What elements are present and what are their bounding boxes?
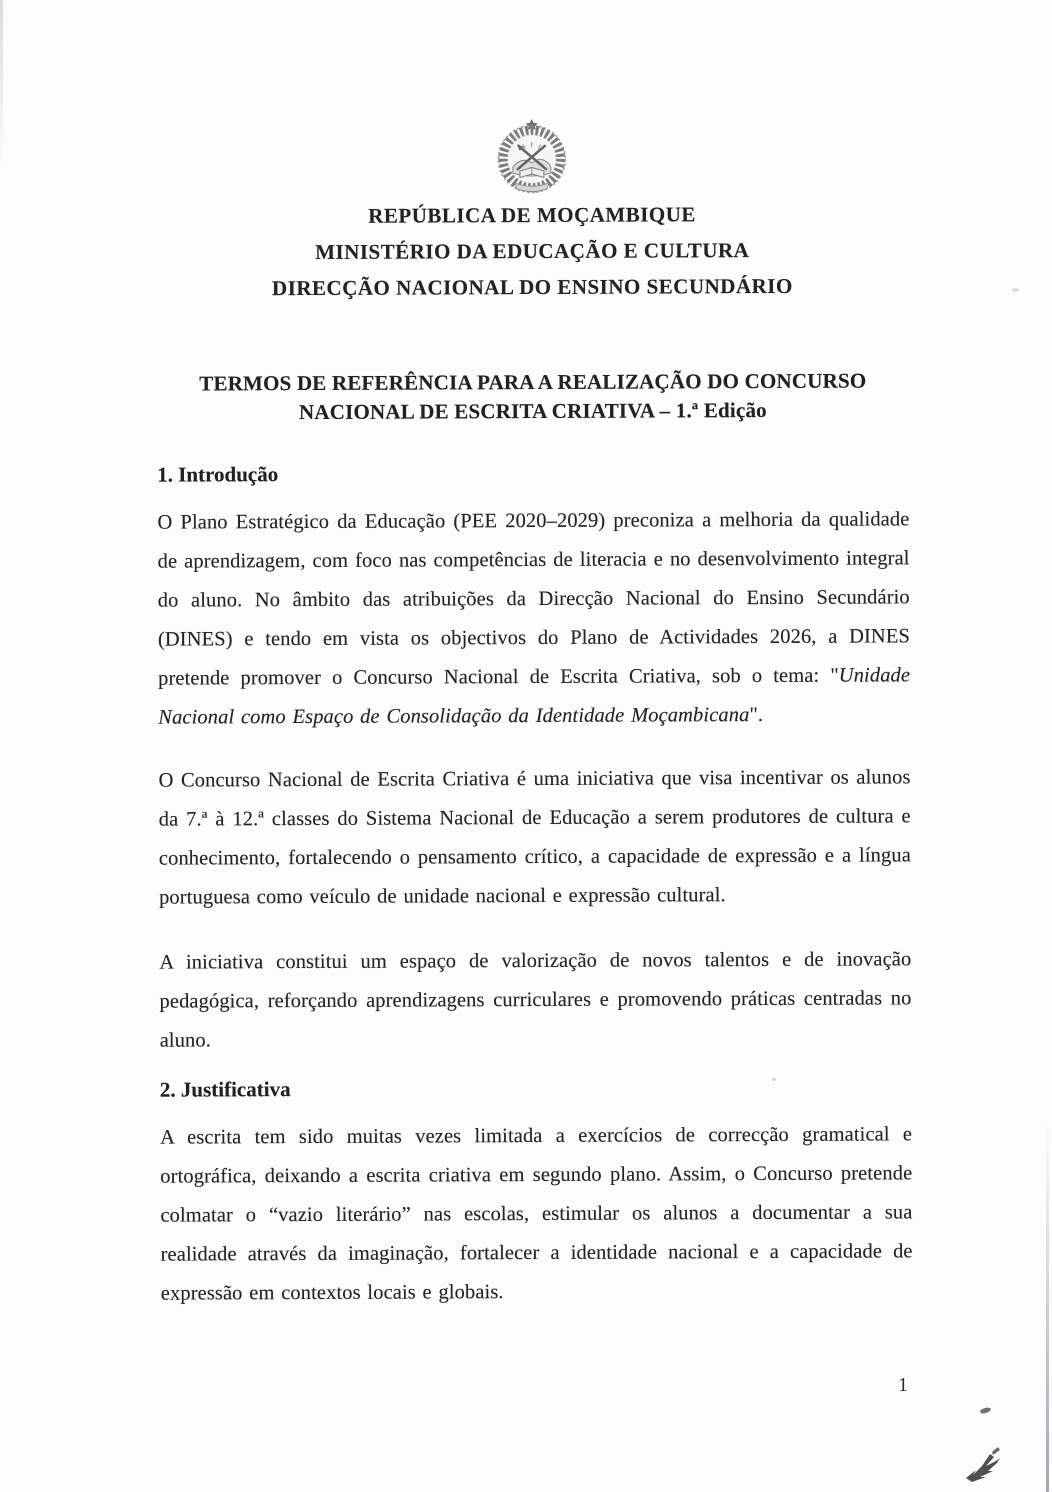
letterhead [156, 195, 908, 306]
document-title [157, 366, 909, 427]
justificativa-paragraph-1: A escrita tem sido muitas vezes limitada a exercícios de correcção gramatical e ortográfica, deixando a escrita criativa em segundo plano. Assim, o Concurso pretende colmatar o “vazio literário” nas escolas, estimular os alunos a documentar a sua realidade através da imaginação, fortalecer a identidade nacional e a capacidade de expressão em contextos locais e globais. [160, 1123, 913, 1305]
contest-theme-italic: Unidade Nacional como Espaço de Consolidação da Identidade Moçambicana [158, 664, 911, 729]
document-title-line1: TERMOS DE REFERÊNCIA PARA A REALIZAÇÃO DO CONCURSO [199, 368, 867, 396]
page-number: 1 [898, 1374, 908, 1396]
ink-mark-icon [962, 1444, 1018, 1486]
scan-edge-shadow-right [1046, 1120, 1049, 1492]
letterhead-republic: REPÚBLICA DE MOÇAMBIQUE [368, 202, 696, 228]
intro-paragraph-1 [157, 500, 910, 737]
intro-paragraph-2: O Concurso Nacional de Escrita Criativa é uma iniciativa que visa incentivar os alunos da 7.ª à 12.ª classes do Sistema Nacional de Educação a serem produtores de cultura e conhecimento, fortalecendo o pensamento crítico, a capacidade de expressão e a língua portuguesa como veículo de unidade nacional e expressão cultural. [158, 766, 911, 909]
scan-speck [979, 1406, 991, 1414]
scan-speck [772, 1078, 776, 1081]
letterhead-ministry: MINISTÉRIO DA EDUCAÇÃO E CULTURA [315, 238, 750, 264]
document-content [155, 0, 913, 1314]
section-heading-justificativa: 2. Justificativa [159, 1077, 291, 1102]
scan-edge-shadow-topleft [0, 0, 3, 170]
intro-paragraph-1-closing: ". [749, 704, 764, 727]
intro-paragraph-1-text: O Plano Estratégico da Educação (PEE 2020–2029) preconiza a melhoria da qualidade de aprendizagem, com foco nas competências de literacia e no desenvolvimento integral do aluno. No âmbito das atribuições da Direcção Nacional do Ensino Secundário (DINES) e tendo em vista os objectivos do Plano de Actividades 2026, a DINES pretende promover o Concurso Nacional de Escrita Criativa, sob o tema: " [157, 508, 910, 690]
section-heading-introducao: 1. Introdução [157, 462, 279, 487]
mozambique-coat-of-arms-icon [492, 118, 572, 194]
document-title-line2: NACIONAL DE ESCRITA CRIATIVA – 1.ª Edição [298, 397, 767, 425]
intro-paragraph-3: A iniciativa constitui um espaço de valorização de novos talentos e de inovação pedagógica, reforçando aprendizagens curriculares e promovendo práticas centradas no aluno. [159, 948, 912, 1052]
letterhead-directorate: DIRECÇÃO NACIONAL DO ENSINO SECUNDÁRIO [271, 273, 793, 301]
scan-speck [1012, 288, 1019, 292]
